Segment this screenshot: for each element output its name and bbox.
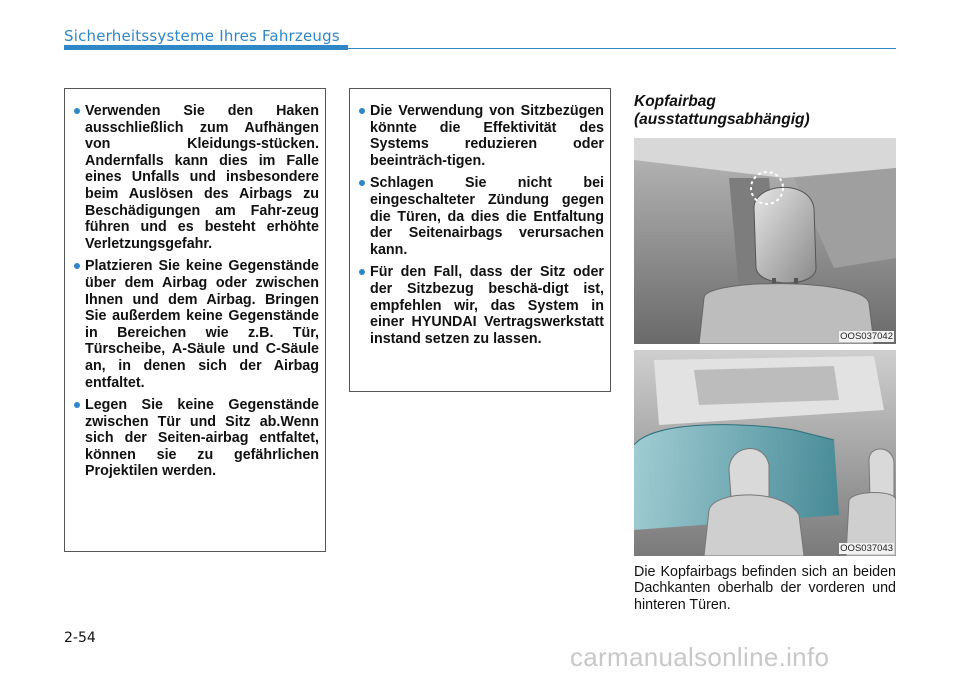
bullet-icon: [74, 108, 80, 114]
warning-item: Die Verwendung von Sitzbezügen könnte die Effektivität des Systems reduzieren oder beeinträch-tigen.: [359, 103, 604, 169]
bullet-icon: [359, 108, 365, 114]
header-accent-bar: [64, 45, 348, 50]
bullet-icon: [359, 269, 365, 275]
warning-box-right: [349, 88, 611, 392]
header-rule: [348, 48, 896, 49]
bullet-icon: [74, 402, 80, 408]
interior-illustration: [634, 138, 896, 344]
section-title: Kopfairbag (ausstattungsabhängig): [634, 93, 810, 128]
section-header-title: Sicherheitssysteme Ihres Fahrzeugs: [64, 27, 340, 45]
cabin-illustration: [634, 350, 896, 556]
figure-code: OOS037042: [840, 331, 893, 342]
warning-item: Platzieren Sie keine Gegenstände über dem Airbag oder zwischen Ihnen und dem Airbag. Bringen Sie außerdem keine Gegenstände in Bereichen wie z.B. Tür, Türscheibe, A-Säule und C-Säule an, in denen sich der Airbag entfaltet.: [74, 258, 319, 391]
warning-item: Schlagen Sie nicht bei eingeschalteter Zündung gegen die Türen, da dies die Entfaltung der Seitenairbags verursachen kann.: [359, 175, 604, 258]
figure-curtain-airbag-deployed: [634, 350, 896, 556]
warning-box-left: [64, 88, 326, 552]
warning-item: Legen Sie keine Gegenstände zwischen Tür und Sitz ab.Wenn sich der Seiten-airbag entfaltet, können sie zu gefährlichen Projektilen werden.: [74, 397, 319, 480]
page-number: 2-54: [64, 630, 96, 646]
watermark-text: carmanualsonline.info: [570, 642, 830, 672]
bullet-icon: [74, 263, 80, 269]
section-body-text: Die Kopfairbags befinden sich an beiden Dachkanten oberhalb der vorderen und hinteren Türen.: [634, 564, 896, 613]
bullet-icon: [359, 180, 365, 186]
warning-item: Verwenden Sie den Haken ausschließlich zum Aufhängen von Kleidungs-stücken. Andernfalls kann dies im Falle eines Unfalls und insbesondere beim Auslösen des Airbags zu Beschädigungen am Fahr-zeug führen und es besteht erhöhte Verletzungsgefahr.: [74, 103, 319, 252]
warning-item: Für den Fall, dass der Sitz oder der Sitzbezug beschä-digt ist, empfehlen wir, das System in einer HYUNDAI Vertragswerkstatt instand setzen zu lassen.: [359, 264, 604, 347]
figure-headrest-airbag-location: [634, 138, 896, 344]
figure-code: OOS037043: [840, 543, 893, 554]
